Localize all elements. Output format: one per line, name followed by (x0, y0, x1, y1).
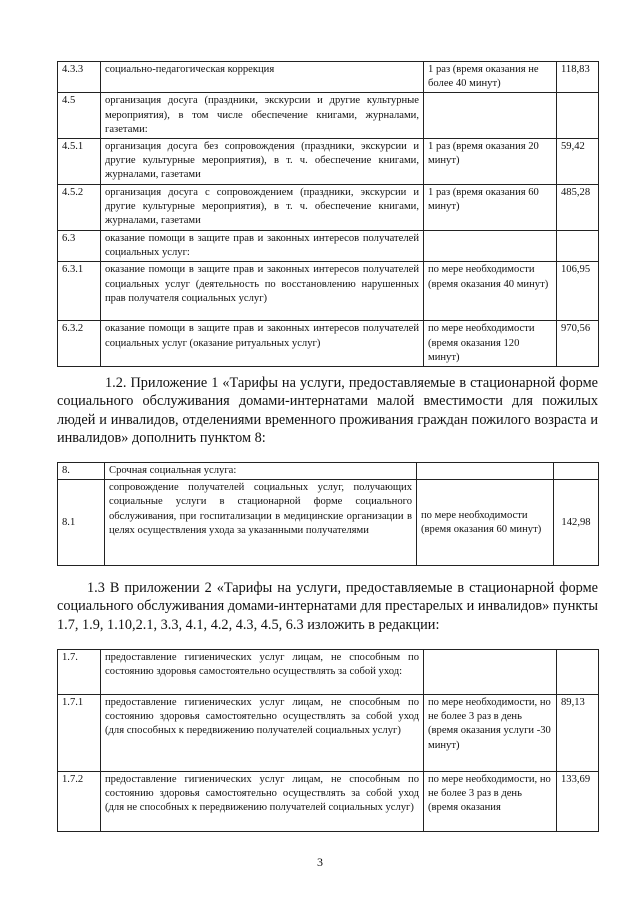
tariff-table-3 (57, 649, 599, 832)
service-price (554, 463, 599, 480)
table-row (58, 262, 599, 321)
service-description: организация досуга без сопровождения (праздники, экскурсии и другие культурные мероприятия), в т. ч. обеспечение книгами, журналами, газетами (101, 139, 424, 185)
service-frequency: по мере необходимости (время оказания 60 минут) (417, 480, 554, 566)
service-frequency: по мере необходимости (время оказания 120 минут) (424, 321, 557, 367)
service-description: предоставление гигиенических услуг лицам, не способным по состоянию здоровья самостоятельно осуществлять за собой уход (для не способных к передвижению получателей социальных услуг) (101, 772, 424, 832)
service-price: 59,42 (557, 139, 599, 185)
service-frequency (424, 231, 557, 262)
service-description: организация досуга (праздники, экскурсии и другие культурные мероприятия), в том числе обеспечение книгами, журналами, газетами: (101, 93, 424, 139)
service-price: 142,98 (554, 480, 599, 566)
item-number: 1.7.1 (58, 695, 101, 772)
service-description: социально-педагогическая коррекция (101, 62, 424, 93)
service-description: оказание помощи в защите прав и законных интересов получателей социальных услуг (оказание ритуальных услуг) (101, 321, 424, 367)
table-row (58, 480, 599, 566)
table-row (58, 463, 599, 480)
amendment-paragraph-1-2: 1.2. Приложение 1 «Тарифы на услуги, предоставляемые в стационарной форме социального обслуживания домами-интернатами малой вместимости для пожилых людей и инвалидов, отделениями временного проживания граждан пожилого возраста и инвалидов» дополнить пунктом 8: (57, 375, 598, 447)
service-price: 133,69 (557, 772, 599, 832)
service-description: Срочная социальная услуга: (105, 463, 417, 480)
item-number: 6.3.1 (58, 262, 101, 321)
service-frequency: по мере необходимости, но не более 3 раз в день (время оказания услуги -30 минут) (424, 695, 557, 772)
item-number: 4.5 (58, 93, 101, 139)
service-description: оказание помощи в защите прав и законных интересов получателей социальных услуг (деятельность по восстановлению нарушенных прав получателя социальных услуг) (101, 262, 424, 321)
item-number: 4.5.2 (58, 185, 101, 231)
service-price (557, 650, 599, 695)
service-frequency: по мере необходимости (время оказания 40 минут) (424, 262, 557, 321)
service-frequency: 1 раз (время оказания 20 минут) (424, 139, 557, 185)
item-number: 6.3.2 (58, 321, 101, 367)
service-price: 118,83 (557, 62, 599, 93)
table-row (58, 772, 599, 832)
item-number: 1.7.2 (58, 772, 101, 832)
amendment-paragraph-1-3: 1.3 В приложении 2 «Тарифы на услуги, предоставляемые в стационарной форме социального обслуживания домами-интернатами для престарелых и инвалидов» пункты 1.7, 1.9, 1.10,2.1, 3.3, 4.1, 4.2, 4.3, 4.5, 6.3 изложить в редакции: (57, 580, 598, 633)
item-number: 4.3.3 (58, 62, 101, 93)
item-number: 8. (58, 463, 105, 480)
service-description: предоставление гигиенических услуг лицам, не способным по состоянию здоровья самостоятельно осуществлять за собой уход (для способных к передвижению получателей социальных услуг) (101, 695, 424, 772)
service-frequency (424, 93, 557, 139)
tariff-table-2 (57, 462, 599, 566)
page-number: 3 (317, 855, 323, 869)
table-row (58, 139, 599, 185)
service-price: 89,13 (557, 695, 599, 772)
service-frequency (417, 463, 554, 480)
table-row (58, 321, 599, 367)
table-row (58, 231, 599, 262)
table-row (58, 650, 599, 695)
service-frequency (424, 650, 557, 695)
table-row (58, 695, 599, 772)
service-price: 970,56 (557, 321, 599, 367)
service-description: оказание помощи в защите прав и законных интересов получателей социальных услуг: (101, 231, 424, 262)
service-price (557, 93, 599, 139)
item-number: 1.7. (58, 650, 101, 695)
table-row (58, 185, 599, 231)
tariff-table-1 (57, 61, 599, 367)
service-price: 485,28 (557, 185, 599, 231)
service-price: 106,95 (557, 262, 599, 321)
service-frequency: 1 раз (время оказания 60 минут) (424, 185, 557, 231)
table-row (58, 93, 599, 139)
service-description: предоставление гигиенических услуг лицам, не способным по состоянию здоровья самостоятельно осуществлять за собой уход: (101, 650, 424, 695)
service-price (557, 231, 599, 262)
service-description: сопровождение получателей социальных услуг, получающих социальные услуги в стационарной форме социального обслуживания, при госпитализации в медицинские организации в целях осуществления ухода за указанными получателями (105, 480, 417, 566)
item-number: 8.1 (58, 480, 105, 566)
item-number: 4.5.1 (58, 139, 101, 185)
table-row (58, 62, 599, 93)
service-frequency: 1 раз (время оказания не более 40 минут) (424, 62, 557, 93)
item-number: 6.3 (58, 231, 101, 262)
service-frequency: по мере необходимости, но не более 3 раз в день (время оказания (424, 772, 557, 832)
service-description: организация досуга с сопровождением (праздники, экскурсии и другие культурные мероприятия), в т. ч. обеспечение книгами, журналами, газетами (101, 185, 424, 231)
